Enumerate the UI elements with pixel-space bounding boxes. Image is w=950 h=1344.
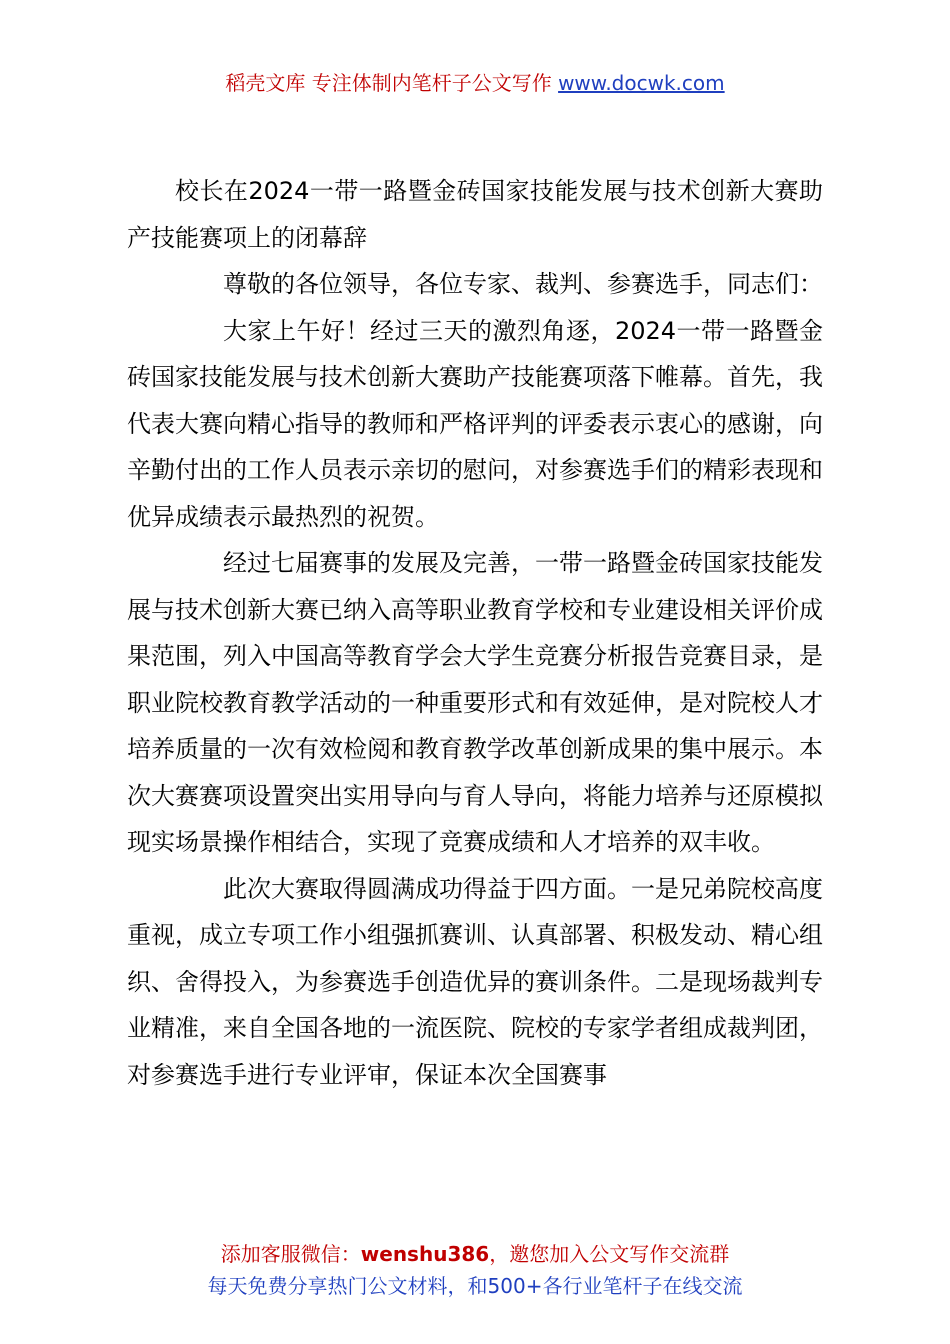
footer-wechat-suffix: ，邀您加入公文写作交流群: [489, 1242, 730, 1266]
page-header: [0, 68, 950, 98]
footer-wechat-id: wenshu386: [360, 1242, 490, 1266]
footer-wechat-prefix: 添加客服微信：: [220, 1242, 361, 1266]
website-link[interactable]: www.docwk.com: [558, 71, 725, 95]
page-footer: [0, 1238, 950, 1302]
paragraph-success-factors: 此次大赛取得圆满成功得益于四方面。一是兄弟院校高度重视，成立专项工作小组强抓赛训、认真部署、积极发动、精心组织、舍得投入，为参赛选手创造优异的赛训条件。二是现场裁判专业精准，来自全国各地的一流医院、院校的专家学者组成裁判团，对参赛选手进行专业评审，保证本次全国赛事: [127, 874, 823, 1089]
footer-line-2: 每天免费分享热门公文材料，和500+各行业笔杆子在线交流: [207, 1274, 743, 1298]
document-title: 校长在2024一带一路暨金砖国家技能发展与技术创新大赛助产技能赛项上的闭幕辞: [127, 177, 823, 252]
header-brand: 稻壳文库 专注体制内笔杆子公文写作: [225, 71, 552, 95]
document-body: [127, 168, 823, 1098]
paragraph-background: 经过七届赛事的发展及完善，一带一路暨金砖国家技能发展与技术创新大赛已纳入高等职业教育学校和专业建设相关评价成果范围，列入中国高等教育学会大学生竞赛分析报告竞赛目录，是职业院校教育教学活动的一种重要形式和有效延伸，是对院校人才培养质量的一次有效检阅和教育教学改革创新成果的集中展示。本次大赛赛项设置突出实用导向与育人导向，将能力培养与还原模拟现实场景操作相结合，实现了竞赛成绩和人才培养的双丰收。: [127, 549, 823, 856]
paragraph-salutation: 尊敬的各位领导，各位专家、裁判、参赛选手，同志们：: [223, 270, 823, 298]
footer-line-1: [0, 1238, 950, 1270]
paragraph-opening: 大家上午好！经过三天的激烈角逐，2024一带一路暨金砖国家技能发展与技术创新大赛助产技能赛项落下帷幕。首先，我代表大赛向精心指导的教师和严格评判的评委表示衷心的感谢，向辛勤付出的工作人员表示亲切的慰问，对参赛选手们的精彩表现和优异成绩表示最热烈的祝贺。: [127, 316, 823, 531]
